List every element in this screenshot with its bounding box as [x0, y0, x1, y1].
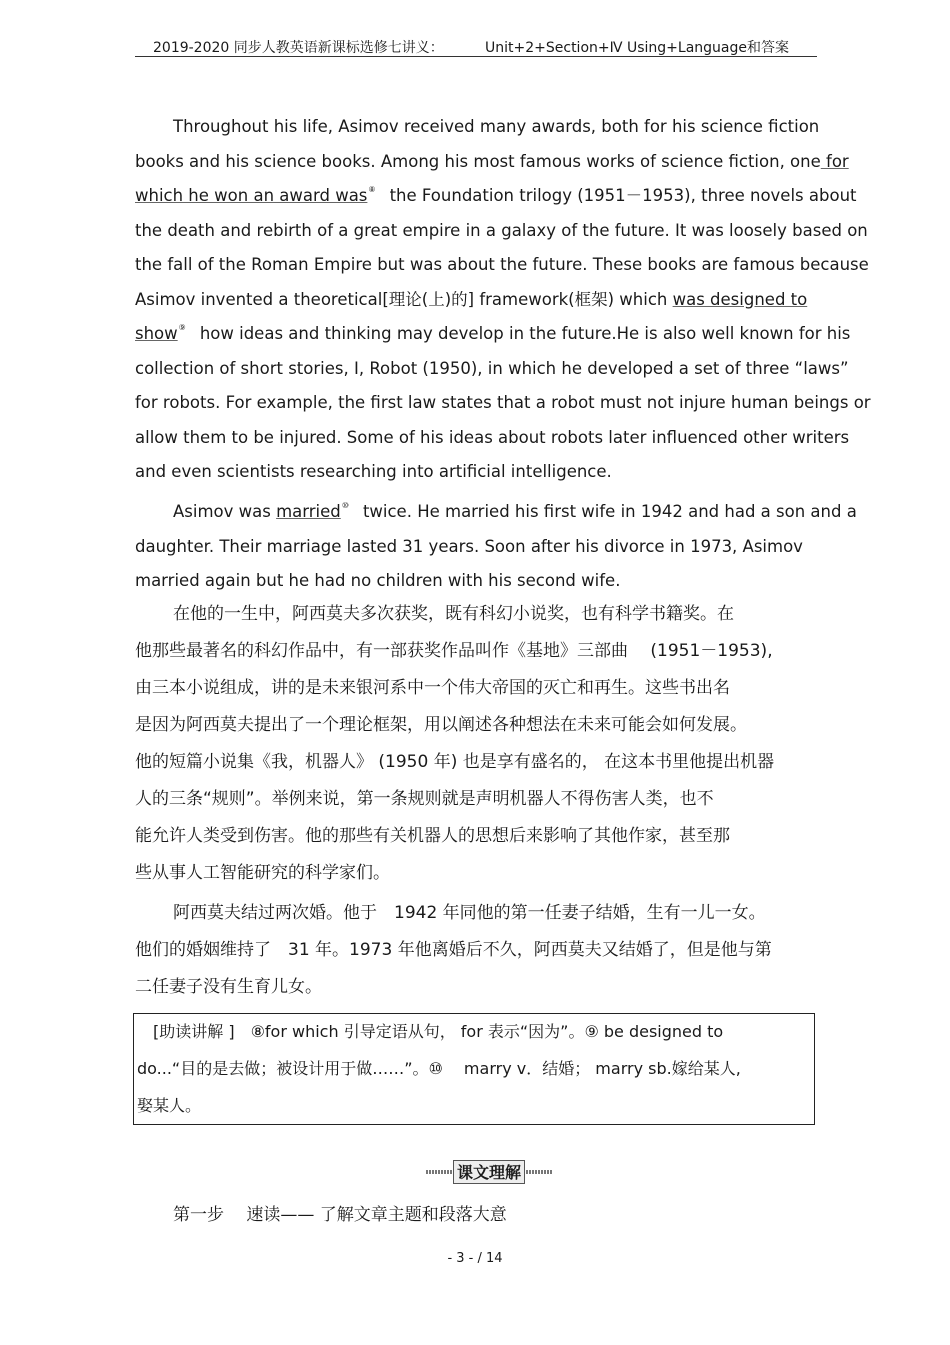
- text-line: which he won an award was⑧ the Foundation trilogy (1951－1953), three novels about: [135, 185, 857, 205]
- header-doc-title: 2019-2020 同步人教英语新课标选修七讲义：: [153, 40, 444, 56]
- footnote-marker: ⑩: [341, 501, 349, 510]
- text-line: collection of short stories, I, Robot (1950), in which he developed a set of three “laws”: [135, 358, 849, 378]
- decorative-bar: [526, 1170, 552, 1174]
- section-heading-text: 课文理解: [453, 1160, 525, 1184]
- text-line: 他那些最著名的科幻作品中，有一部获奖作品叫作《基地》三部曲 (1951－1953),: [135, 641, 773, 661]
- text-line: allow them to be injured. Some of his ideas about robots later influenced other writers: [135, 427, 850, 447]
- text-line: and even scientists researching into artificial intelligence.: [135, 462, 612, 481]
- text-line: 些从事人工智能研究的科学家们。: [135, 863, 390, 883]
- reading-notes-box: [133, 1013, 815, 1125]
- text-line: 由三本小说组成，讲的是未来银河系中一个伟大帝国的灭亡和再生。这些书出名: [135, 678, 730, 698]
- english-paragraph-1: [135, 110, 871, 490]
- text-line: 二任妻子没有生育儿女。: [135, 977, 322, 997]
- text-line: 阿西莫夫结过两次婚。他于 1942 年同他的第一任妻子结婚，生有一儿一女。: [173, 903, 766, 923]
- note-line: do...“目的是去做；被设计用于做……”。⑩ marry v．结婚； marry sb.嫁给某人,: [137, 1059, 741, 1078]
- text-line: 他们的婚姻维持了 31 年。1973 年他离婚后不久，阿西莫夫又结婚了，但是他与第: [135, 940, 772, 960]
- text-line: 能允许人类受到伤害。他的那些有关机器人的思想后来影响了其他作家，甚至那: [135, 826, 730, 846]
- footnote-marker: ⑨: [178, 323, 186, 332]
- section-heading: [426, 1160, 552, 1184]
- note-line: 娶某人。: [137, 1096, 202, 1115]
- chinese-paragraph-2: [135, 895, 847, 1006]
- text-line: Asimov was married⑩ twice. He married his first wife in 1942 and had a son and a: [173, 501, 857, 521]
- chinese-paragraph-1: [135, 596, 847, 892]
- step-heading: 第一步 速读—— 了解文章主题和段落大意: [173, 1205, 507, 1225]
- english-paragraph-2: [135, 495, 857, 599]
- text-line: 是因为阿西莫夫提出了一个理论框架，用以阐述各种想法在未来可能会如何发展。: [135, 715, 747, 735]
- page-number: - 3 - / 14: [447, 1251, 503, 1266]
- text-line: the fall of the Roman Empire but was about the future. These books are famous because: [135, 255, 869, 274]
- text-line: for robots. For example, the first law states that a robot must not injure human beings or: [135, 393, 871, 412]
- text-line: daughter. Their marriage lasted 31 years. Soon after his divorce in 1973, Asimov: [135, 536, 803, 556]
- note-line: [助读讲解 ] ⑧for which 引导定语从句， for 表示“因为”。⑨ be designed to: [137, 1022, 724, 1041]
- text-line: married again but he had no children with his second wife.: [135, 571, 621, 590]
- footnote-marker: ⑧: [368, 185, 376, 194]
- text-line: show⑨ how ideas and thinking may develop in the future.He is also well known for his: [135, 323, 851, 343]
- text-line: Throughout his life, Asimov received many awards, both for his science fiction: [173, 117, 820, 136]
- page-header: [135, 36, 817, 57]
- text-line: 在他的一生中，阿西莫夫多次获奖，既有科幻小说奖，也有科学书籍奖。在: [173, 604, 734, 624]
- text-line: books and his science books. Among his most famous works of science fiction, one for: [135, 151, 849, 171]
- text-line: 他的短篇小说集《我，机器人》 (1950 年) 也是享有盛名的， 在这本书里他提出机器: [135, 752, 775, 772]
- text-line: Asimov invented a theoretical[理论(上)的] framework(框架) which was designed to: [135, 289, 808, 309]
- text-line: the death and rebirth of a great empire in a galaxy of the future. It was loosely based on: [135, 220, 868, 240]
- text-line: 人的三条“规则”。举例来说，第一条规则就是声明机器人不得伤害人类，也不: [135, 789, 714, 809]
- decorative-bar: [426, 1170, 452, 1174]
- header-unit-title: Unit+2+Section+Ⅳ Using+Language和答案: [485, 40, 789, 56]
